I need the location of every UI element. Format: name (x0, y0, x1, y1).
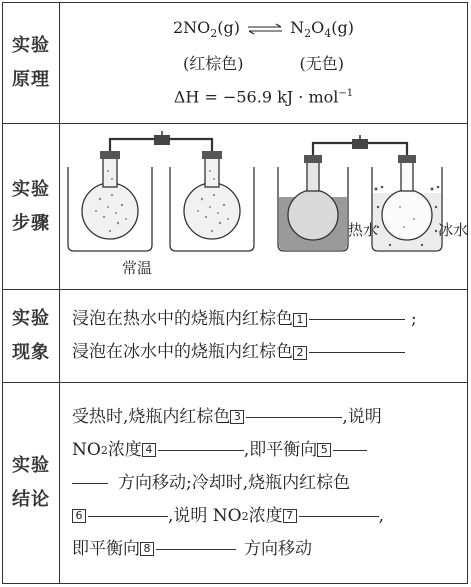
conclusion-header-line2: 结论 (12, 489, 50, 510)
blank-number-7: 7 (283, 509, 297, 523)
answer-blank-7[interactable] (299, 516, 379, 517)
conclusion-no2-a: NO (72, 439, 101, 460)
conclusion-content (60, 383, 468, 584)
conclusion-line-3 (72, 467, 457, 500)
conclusion-line-1-end: ,说明 (342, 406, 382, 427)
principle-header (3, 3, 60, 124)
reaction-equation (60, 13, 467, 49)
conclusion-no2-b-subscript: 2 (241, 509, 249, 523)
blank-number-6: 6 (72, 509, 86, 523)
blank-number-3: 3 (230, 410, 244, 424)
answer-blank-2[interactable] (309, 352, 405, 353)
conclusion-header-line1: 实验 (12, 455, 50, 476)
equation-reactant-state: (g) (217, 18, 240, 38)
phenomenon-header-line2: 现象 (12, 342, 50, 363)
answer-blank-5-continued[interactable] (72, 483, 108, 484)
equation-product-o: O (311, 18, 325, 38)
room-temp-label: 常温 (122, 258, 153, 277)
principle-content (60, 3, 468, 124)
steps-header-line2: 步骤 (12, 212, 50, 234)
conclusion-no2-a-subscript: 2 (100, 443, 108, 457)
answer-blank-5[interactable] (333, 450, 367, 451)
blank-number-4: 4 (142, 443, 156, 457)
conclusion-line-4-end: , (378, 505, 385, 526)
conclusion-equilibrium-b: 即平衡向 (72, 538, 140, 559)
conclusion-concentration-b: 浓度 (248, 505, 283, 526)
equation-product-sub2: 4 (324, 27, 332, 41)
ice-water-label: 冰水 (438, 220, 468, 239)
phenomenon-line-1 (72, 303, 457, 336)
equation-reactant: 2NO (172, 18, 211, 38)
conclusion-line-1-text: 受热时,烧瓶内红棕色 (72, 406, 231, 427)
principle-header-line2: 原理 (12, 69, 50, 90)
answer-blank-6[interactable] (88, 516, 168, 517)
equation-product-sub1: 2 (304, 27, 312, 41)
phenomenon-line-1-end: ; (411, 309, 417, 329)
conclusion-header (3, 383, 60, 584)
hot-water-label: 热水 (348, 220, 379, 239)
conclusion-line-3-text: 方向移动;冷却时,烧瓶内红棕色 (118, 472, 351, 493)
phenomenon-line-2 (72, 336, 457, 369)
answer-blank-1[interactable] (309, 319, 405, 320)
conclusion-line-1 (72, 401, 457, 434)
answer-blank-4[interactable] (158, 450, 244, 451)
conclusion-row (3, 383, 468, 584)
experiment-table (2, 2, 468, 584)
color-labels (60, 49, 467, 79)
conclusion-line-2 (72, 434, 457, 467)
phenomenon-line-1-text: 浸泡在热水中的烧瓶内红棕色 (72, 309, 293, 329)
apparatus-diagram (60, 127, 468, 287)
blank-number-1: 1 (293, 313, 307, 327)
conclusion-line-4 (72, 500, 457, 533)
steps-content (60, 124, 468, 290)
phenomenon-row (3, 290, 468, 383)
enthalpy-line (60, 79, 467, 112)
steps-header (3, 124, 60, 290)
enthalpy-value: ΔH = −56.9 kJ · mol (173, 87, 339, 107)
blank-number-2: 2 (293, 346, 307, 360)
phenomenon-header-line1: 实验 (12, 308, 50, 329)
blank-number-8: 8 (140, 542, 154, 556)
phenomenon-header (3, 290, 60, 383)
conclusion-line-5 (72, 533, 457, 566)
hot-ice-apparatus (278, 135, 468, 251)
conclusion-concentration-a: 浓度 (107, 439, 142, 460)
equation-reactant-subscript: 2 (210, 27, 218, 41)
principle-row (3, 3, 468, 124)
equilibrium-arrow-icon (247, 23, 283, 35)
room-temp-apparatus (68, 131, 254, 277)
product-color-label: (无色) (299, 54, 344, 74)
conclusion-line-5-end: 方向移动 (244, 538, 312, 559)
equation-product-n: N (290, 18, 305, 38)
reactant-color-label: (红棕色) (183, 54, 244, 74)
phenomenon-content (60, 290, 468, 383)
principle-header-line1: 实验 (12, 35, 50, 56)
answer-blank-8[interactable] (156, 549, 236, 550)
equation-product-state: (g) (331, 18, 355, 38)
conclusion-no2-b: ,说明 NO (168, 505, 242, 526)
enthalpy-unit-exponent: −1 (338, 88, 354, 100)
answer-blank-3[interactable] (246, 417, 342, 418)
phenomenon-line-2-text: 浸泡在冰水中的烧瓶内红棕色 (72, 342, 293, 362)
blank-number-5: 5 (317, 443, 331, 457)
steps-header-line1: 实验 (12, 178, 50, 200)
steps-row (3, 124, 468, 290)
conclusion-equilibrium-a: ,即平衡向 (243, 439, 318, 460)
